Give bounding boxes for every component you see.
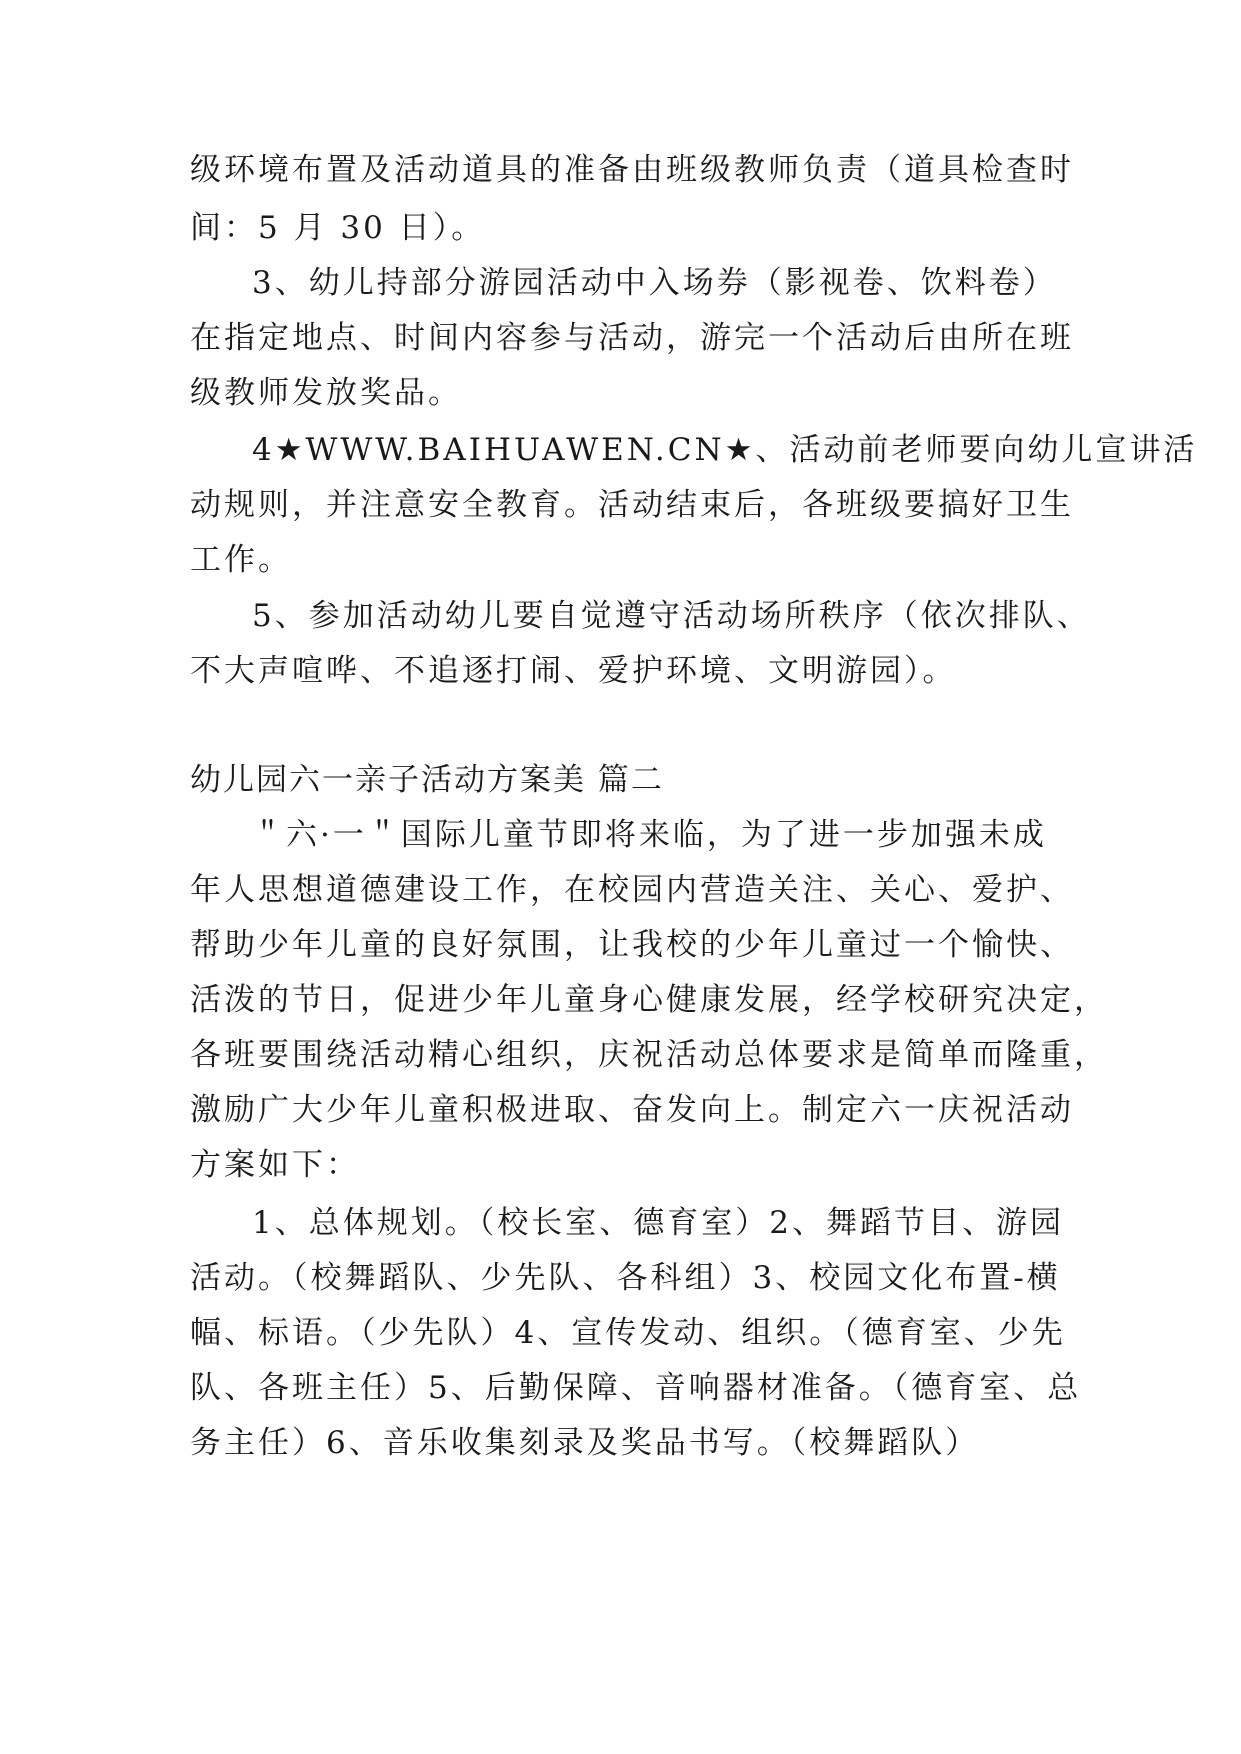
text-line: 年人思想道德建设工作，在校园内营造关注、关心、爱护、: [190, 872, 1074, 908]
text-line: 激励广大少年儿童积极进取、奋发向上。制定六一庆祝活动: [190, 1092, 1074, 1128]
text-line: 动规则，并注意安全教育。活动结束后，各班级要搞好卫生: [190, 487, 1074, 523]
text-line: 方案如下：: [190, 1147, 360, 1183]
text-line: 5、参加活动幼儿要自觉遵守活动场所秩序（依次排队、: [252, 598, 1091, 634]
text-line: 帮助少年儿童的良好氛围，让我校的少年儿童过一个愉快、: [190, 927, 1074, 963]
text-line: 4★WWW.BAIHUAWEN.CN★、活动前老师要向幼儿宣讲活: [252, 432, 1198, 468]
section-heading: 幼儿园六一亲子活动方案美 篇二: [190, 762, 664, 798]
text-line: 1、总体规划。（校长室、德育室）2、舞蹈节目、游园: [252, 1205, 1064, 1241]
text-line: 活动。（校舞蹈队、少先队、各科组）3、校园文化布置-横: [190, 1260, 1061, 1296]
text-line: 3、幼儿持部分游园活动中入场券（影视卷、饮料卷）: [252, 265, 1057, 301]
text-line: 队、各班主任）5、后勤保障、音响器材准备。（德育室、总: [190, 1370, 1082, 1406]
text-line: 级环境布置及活动道具的准备由班级教师负责（道具检查时: [190, 152, 1074, 188]
text-line: 各班要围绕活动精心组织，庆祝活动总体要求是简单而隆重，: [190, 1037, 1108, 1073]
text-line: 务主任）6、音乐收集刻录及奖品书写。（校舞蹈队）: [190, 1425, 980, 1461]
text-line: 在指定地点、时间内容参与活动，游完一个活动后由所在班: [190, 320, 1074, 356]
text-line: ＂六·一＂国际儿童节即将来临，为了进一步加强未成: [252, 817, 1047, 853]
text-line: 间：5 月 30 日）。: [190, 210, 486, 246]
text-line: 活泼的节日，促进少年儿童身心健康发展，经学校研究决定，: [190, 982, 1108, 1018]
text-line: 工作。: [190, 542, 292, 578]
text-line: 不大声喧哗、不追逐打闹、爱护环境、文明游园）。: [190, 653, 957, 689]
text-line: 级教师发放奖品。: [190, 375, 462, 411]
text-line: 幅、标语。（少先队）4、宣传发动、组织。（德育室、少先: [190, 1315, 1066, 1351]
